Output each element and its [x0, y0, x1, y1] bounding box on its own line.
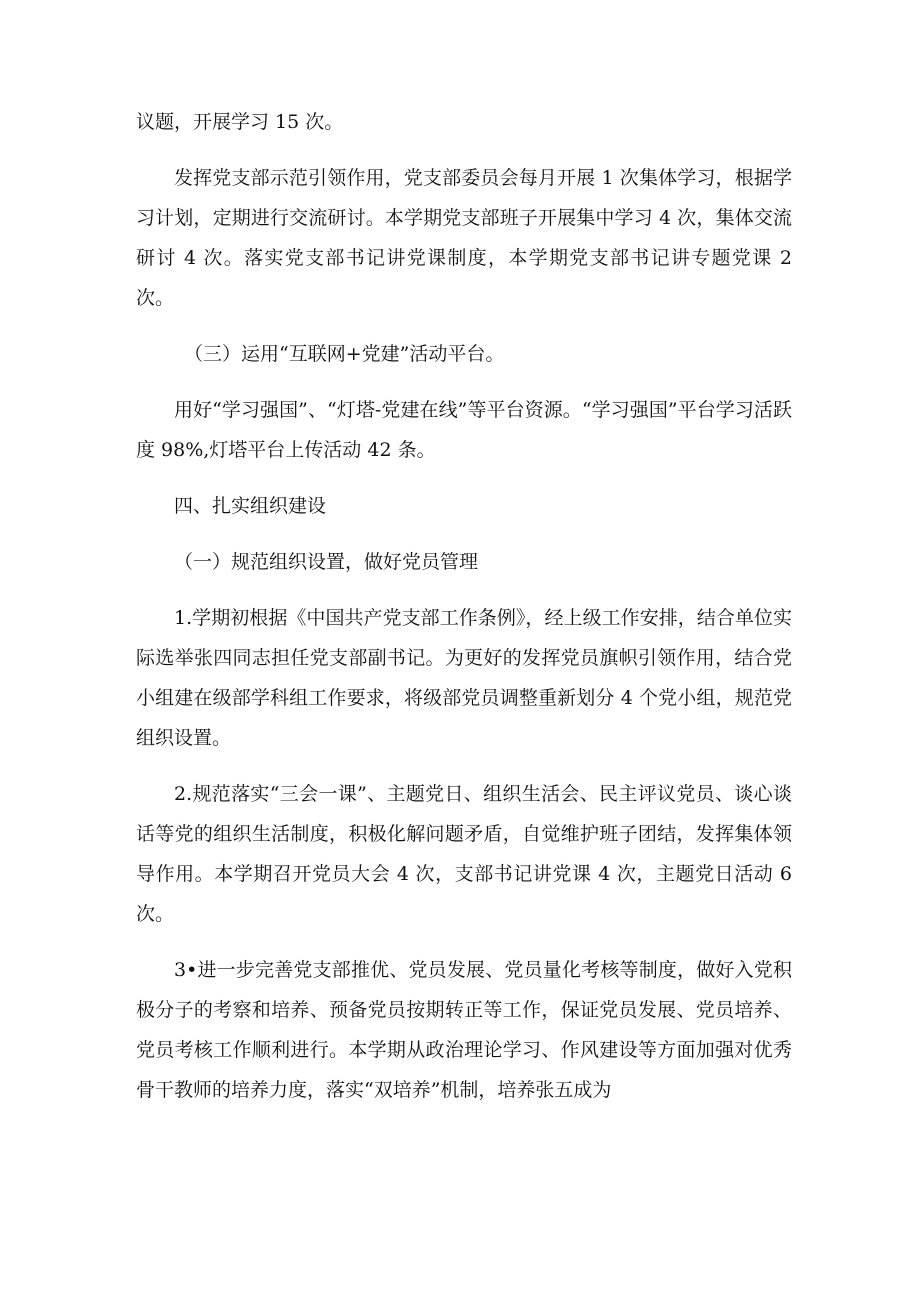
paragraph-study-summary: 发挥党支部示范引领作用，党支部委员会每月开展 1 次集体学习，根据学习计划，定期进行交流研讨。本学期党支部班子开展集中学习 4 次，集体交流研讨 4 次。落实党支部书记讲党课制度，本学期党支部书记讲专题党课 2 次。: [136, 167, 792, 309]
section-heading-org-setup: （一）规范组织设置，做好党员管理: [174, 551, 479, 573]
section-heading-organization: 四、扎实组织建设: [174, 495, 327, 517]
document-body: [136, 102, 792, 1126]
paragraph-item-3: 3•进一步完善党支部推优、党员发展、党员量化考核等制度，做好入党积极分子的考察和培养、预备党员按期转正等工作，保证党员发展、党员培养、党员考核工作顺利进行。本学期从政治理论学习、作风建设等方面加强对优秀骨干教师的培养力度，落实“双培养”机制，培养张五成为: [136, 959, 792, 1101]
section-heading-internet-platform: （三）运用“互联网+党建”活动平台。: [184, 343, 505, 365]
paragraph-item-1: 1.学期初根据《中国共产党支部工作条例》，经上级工作安排，结合单位实际选举张四同志担任党支部副书记。为更好的发挥党员旗帜引领作用，结合党小组建在级部学科组工作要求，将级部党员调整重新划分 4 个党小组，规范党组织设置。: [136, 607, 792, 749]
paragraph-continuation: 议题，开展学习 15 次。: [136, 111, 344, 133]
paragraph-item-2: 2.规范落实“三会一课”、主题党日、组织生活会、民主评议党员、谈心谈话等党的组织生活制度，积极化解问题矛盾，自觉维护班子团结，发挥集体领导作用。本学期召开党员大会 4 次，支部书记讲党课 4 次，主题党日活动 6 次。: [136, 783, 792, 925]
paragraph-platform-resources: 用好“学习强国”、“灯塔-党建在线”等平台资源。“学习强国”平台学习活跃度 98%,灯塔平台上传活动 42 条。: [136, 399, 792, 461]
